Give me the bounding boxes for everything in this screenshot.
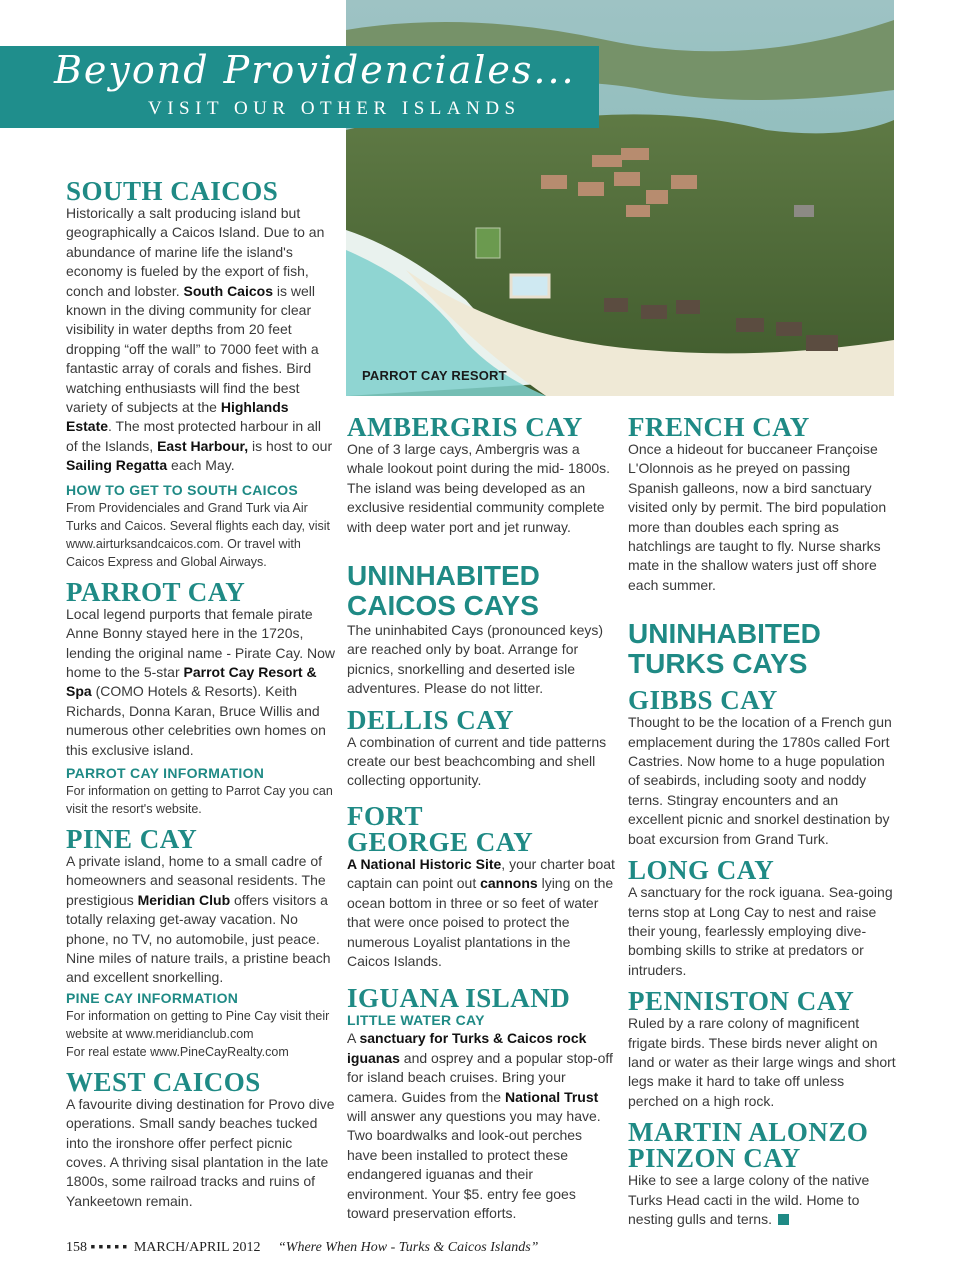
- pine-cay-heading: PINE CAY: [66, 823, 198, 854]
- column-middle: [347, 414, 615, 1223]
- dellis-cay-text: A combination of current and tide patterns create our best beachcombing and shell collecting opportunity.: [347, 733, 607, 789]
- page-number: 158: [66, 1240, 87, 1255]
- parrot-cay-text: Local legend purports that female pirate Anne Bonny stayed here in the 1720s, lending the original name - Pirate Cay. Now home to the 5-star Parrot Cay Resort & Spa (COMO Hotels & Resorts). Keith Richards, Donna Karan, Bruce Willis and numerous other celebrities own homes on this exclusive island.: [66, 605, 335, 758]
- little-water-cay-subheading: LITTLE WATER CAY: [347, 1012, 485, 1029]
- pine-cay-text: A private island, home to a small cadre of homeowners and seasonal residents. The prestigious Meridian Club offers visitors a totally relaxing get-away vacation. No phone, no TV, no automobile, just peace. Nine miles of nature trails, a pristine beach and excellent snorkelling.: [66, 852, 331, 986]
- column-right: [628, 414, 896, 1229]
- martin-alonzo-pinzon-cay-heading: MARTIN ALONZO PINZON CAY: [628, 1117, 869, 1174]
- page-footer: [66, 1240, 538, 1256]
- ambergris-cay-heading: AMBERGRIS CAY: [347, 412, 583, 442]
- south-caicos-heading: SOUTH CAICOS: [66, 176, 279, 206]
- long-cay-text: A sanctuary for the rock iguana. Sea-going terns stop at Long Cay to nest and raise their young, fearlessly employing dive-bombing skills to strike at predators or intruders.: [628, 884, 893, 978]
- south-caicos-info-heading: HOW TO GET TO SOUTH CAICOS: [66, 481, 299, 498]
- parrot-cay-info: For information on getting to Parrot Cay you can visit the resort's website.: [66, 783, 333, 816]
- west-caicos-heading: WEST CAICOS: [66, 1066, 261, 1097]
- photo-caption: PARROT CAY RESORT: [362, 368, 507, 383]
- publication-name: “Where When How - Turks & Caicos Islands”: [278, 1240, 539, 1255]
- martin-alonzo-pinzon-cay-text: Hike to see a large colony of the native Turks Head cacti in the wild. Home to nesting gulls and terns.: [628, 1172, 870, 1227]
- ambergris-cay-text: One of 3 large cays, Ambergris was a whale lookout point during the mid- 1800s. The island was being developed as an exclusive residential community complete with deep water port and jet runway.: [347, 441, 611, 535]
- french-cay-heading: FRENCH CAY: [628, 412, 810, 442]
- dellis-cay-heading: DELLIS CAY: [347, 704, 514, 735]
- issue-date: MARCH/APRIL 2012: [133, 1240, 261, 1255]
- gibbs-cay-text: Thought to be the location of a French gun emplacement during the 1780s called Fort Castries. Now home to a huge population of seabirds, including sooty and noddy terns. Stingray encounters and an excellent picnic and snorkel destination by boat excursion from Grand Turk.: [628, 714, 892, 847]
- penniston-cay-text: Ruled by a rare colony of magnificent frigate birds. These birds never alight on land or water as their large wings and short legs make it hard to take off unless perched on a high rock.: [628, 1015, 896, 1109]
- french-cay-text: Once a hideout for buccaneer Françoise L'Olonnois as he preyed on passing Spanish galleons, now a bird sanctuary visited only by permit. The bird population more than doubles each spring as hatchlings are taught to fly. Nurse sharks mate in the shallow waters just off shore each summer.: [628, 441, 887, 593]
- end-square-icon: [778, 1214, 789, 1225]
- south-caicos-info: From Providenciales and Grand Turk via Air Turks and Caicos. Several flights each day, visit www.airturksandcaicos.com. Or travel with Caicos Express and Global Airways.: [66, 500, 331, 569]
- uninhabited-turks-heading: UNINHABITED TURKS CAYS: [628, 618, 821, 680]
- fort-george-cay-text: A National Historic Site, your charter boat captain can point out cannons lying on the ocean bottom in three or so feet of water that were once poised to protect the numerous Loyalist plantations in the Caicos Islands.: [347, 855, 615, 969]
- uninhabited-caicos-text: The uninhabited Cays (pronounced keys) are reached only by boat. Arrange for picnics, snorkelling and deserted isle adventures. Please do not litter.: [347, 622, 604, 697]
- parrot-cay-info-heading: PARROT CAY INFORMATION: [66, 764, 265, 781]
- parrot-cay-heading: PARROT CAY: [66, 576, 246, 607]
- banner-subtitle: VISIT OUR OTHER ISLANDS: [148, 98, 521, 119]
- long-cay-heading: LONG CAY: [628, 855, 775, 886]
- pine-cay-realty: For real estate www.PineCayRealty.com: [66, 1044, 289, 1059]
- gibbs-cay-heading: GIBBS CAY: [628, 685, 778, 716]
- south-caicos-text: Historically a salt producing island but geographically a Caicos Island. Due to an abundance of marine life the island's economy is fueled by the export of fish, conch and lobster. South Caicos is well known in the diving community for clear visibility in water depths from 20 feet dropping “off the wall” to 7000 feet with a fantastic array of corals and fishes. Bird watching enthusiasts will find the best variety of subjects at the Highlands Estate. The most protected harbour in all of the Islands, East Harbour, is host to our Sailing Regatta each May.: [66, 205, 333, 474]
- title-banner: [0, 46, 599, 128]
- banner-title: Beyond Providenciales...: [54, 48, 576, 92]
- footer-dots: ▪▪▪▪▪: [90, 1240, 131, 1255]
- uninhabited-caicos-heading: UNINHABITED CAICOS CAYS: [347, 560, 540, 622]
- column-left: [66, 178, 336, 1211]
- iguana-island-heading: IGUANA ISLAND: [347, 983, 571, 1014]
- fort-george-cay-heading: FORT GEORGE CAY: [347, 800, 534, 857]
- west-caicos-text: A favourite diving destination for Provo dive operations. Small sandy beaches tucked into the ironshore offer perfect picnic coves. A thriving sisal plantation in the late 1800s, some railroad tracks and ruins of Yankeetown remain.: [66, 1095, 335, 1209]
- iguana-island-text: A sanctuary for Turks & Caicos rock iguanas and osprey and a popular stop-off for island beach cruises. Bring your camera. Guides from the National Trust will answer any questions you may have. Two boardwalks and look-out perches have been installed to protect these endangered iguanas and their environment. Your $5. entry fee goes toward preservation efforts.: [347, 1030, 613, 1221]
- pine-cay-info: For information on getting to Pine Cay visit their website at www.meridianclub.com: [66, 1008, 330, 1041]
- penniston-cay-heading: PENNISTON CAY: [628, 986, 855, 1017]
- pine-cay-info-heading: PINE CAY INFORMATION: [66, 989, 239, 1006]
